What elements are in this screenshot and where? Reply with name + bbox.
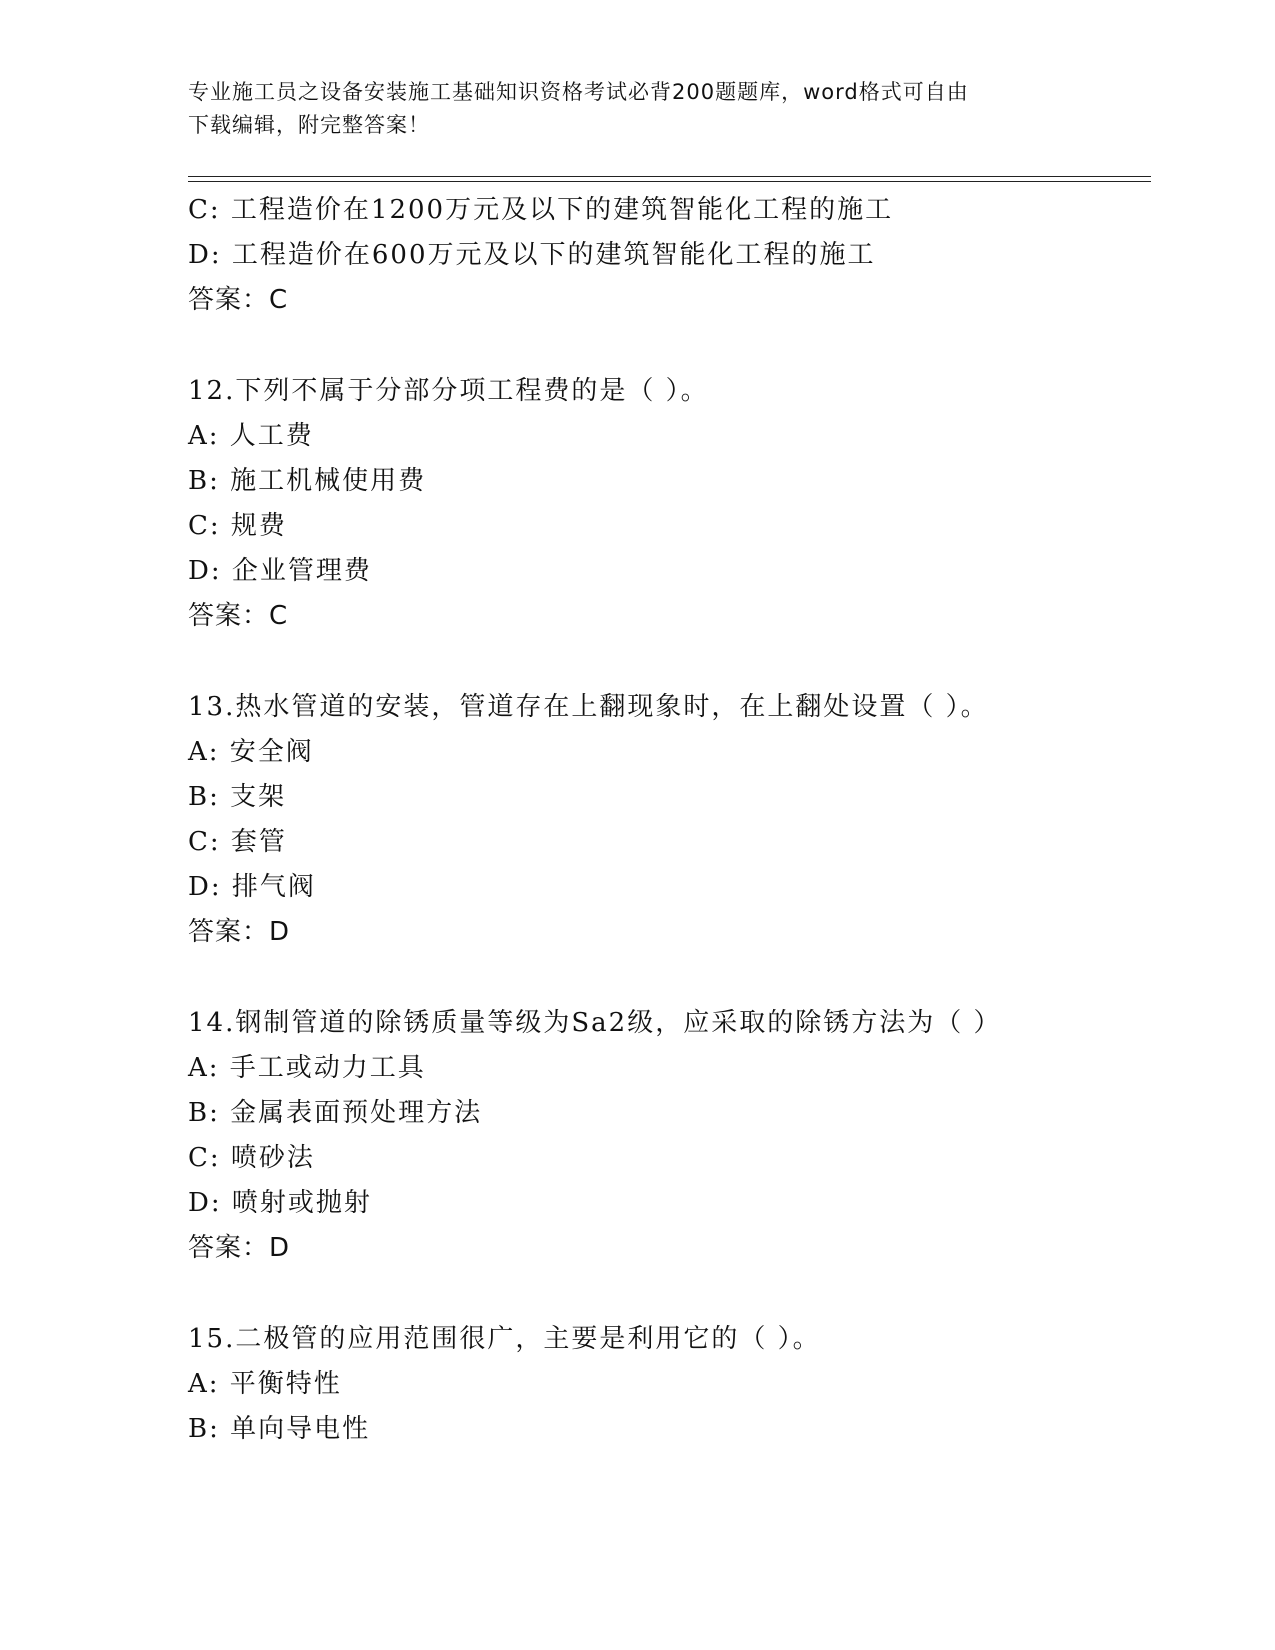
answer: 答案：C <box>188 601 289 631</box>
spacer <box>188 955 1168 1001</box>
question-12 <box>188 369 1168 639</box>
option-b: B: 施工机械使用费 <box>188 466 427 496</box>
option-c: C: 工程造价在1200万元及以下的建筑智能化工程的施工 <box>188 195 894 225</box>
header-line-1: 专业施工员之设备安装施工基础知识资格考试必背200题题库，word格式可自由 <box>188 80 969 104</box>
question-15 <box>188 1317 1168 1452</box>
option-d: D: 喷射或抛射 <box>188 1188 372 1218</box>
header-line-2: 下载编辑，附完整答案！ <box>188 113 430 137</box>
header-divider-top <box>188 176 1151 177</box>
option-a: A: 安全阀 <box>188 737 314 767</box>
option-a: A: 人工费 <box>188 421 314 451</box>
option-b: B: 金属表面预处理方法 <box>188 1098 483 1128</box>
question-14 <box>188 1001 1168 1271</box>
option-d: D: 工程造价在600万元及以下的建筑智能化工程的施工 <box>188 240 876 270</box>
spacer <box>188 323 1168 369</box>
option-b: B: 支架 <box>188 782 287 812</box>
answer: 答案：C <box>188 285 289 315</box>
question-list <box>188 188 1168 1452</box>
document-header <box>188 76 1088 142</box>
answer: 答案：D <box>188 917 291 947</box>
answer: 答案：D <box>188 1233 291 1263</box>
option-c: C: 套管 <box>188 827 287 857</box>
spacer <box>188 1271 1168 1317</box>
question-stem: 12.下列不属于分部分项工程费的是（ ）。 <box>188 376 709 406</box>
option-c: C: 规费 <box>188 511 287 541</box>
option-a: A: 手工或动力工具 <box>188 1053 426 1083</box>
option-d: D: 企业管理费 <box>188 556 372 586</box>
option-c: C: 喷砂法 <box>188 1143 315 1173</box>
option-a: A: 平衡特性 <box>188 1369 342 1399</box>
question-13 <box>188 685 1168 955</box>
question-stem: 14.钢制管道的除锈质量等级为Sa2级，应采取的除锈方法为（ ） <box>188 1008 1002 1038</box>
question-11 <box>188 188 1168 323</box>
option-d: D: 排气阀 <box>188 872 316 902</box>
header-divider-bottom <box>188 181 1151 182</box>
spacer <box>188 639 1168 685</box>
option-b: B: 单向导电性 <box>188 1414 371 1444</box>
question-stem: 13.热水管道的安装，管道存在上翻现象时，在上翻处设置（ ）。 <box>188 692 989 722</box>
question-stem: 15.二极管的应用范围很广，主要是利用它的（ ）。 <box>188 1324 821 1354</box>
